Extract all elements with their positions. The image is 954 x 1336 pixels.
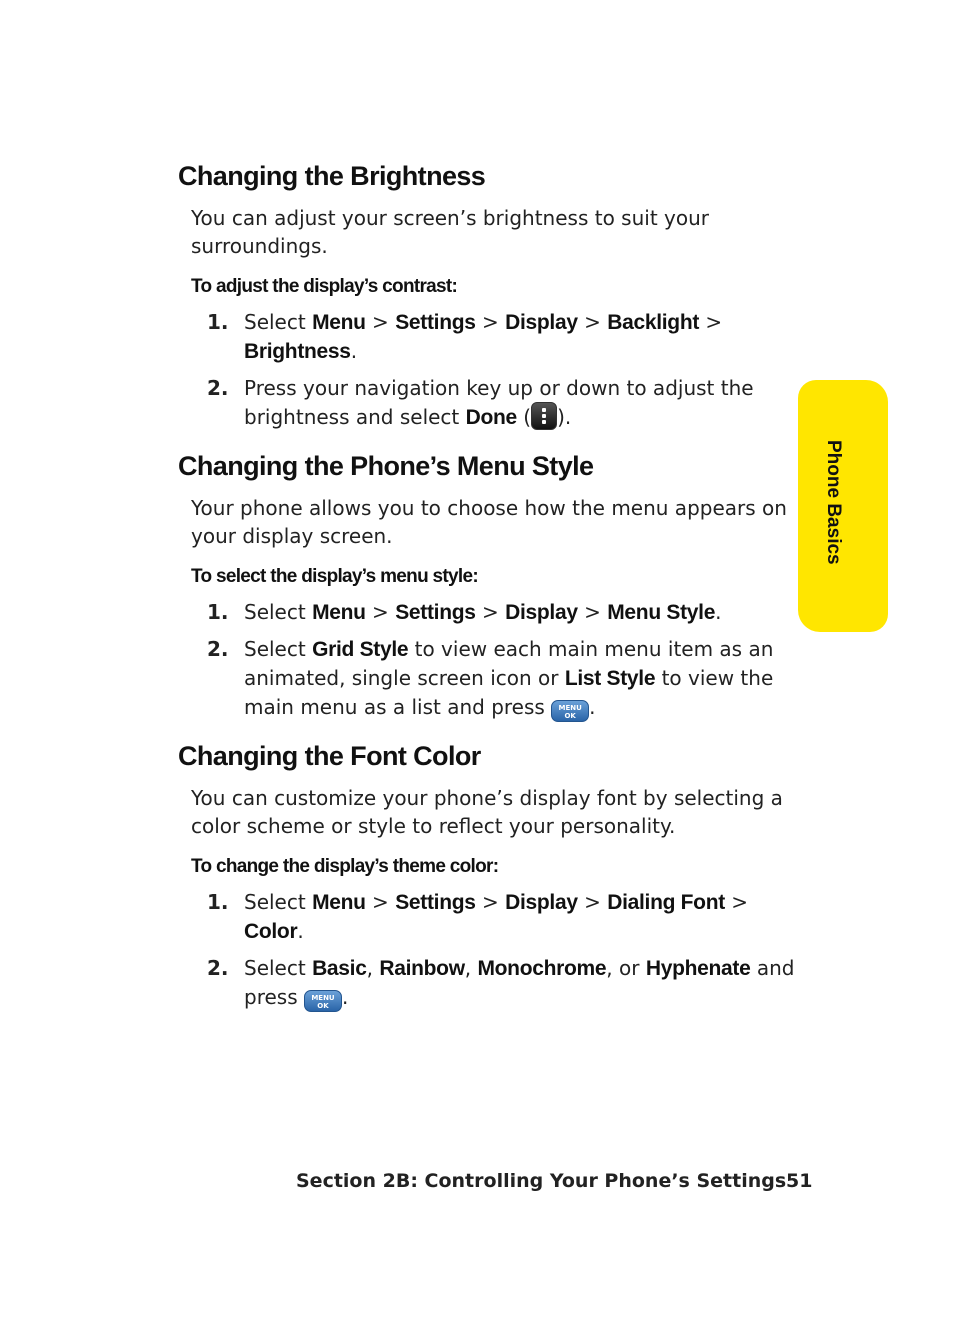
step-end: .: [341, 985, 349, 1009]
footer-section-title: Section 2B: Controlling Your Phone’s Settings: [296, 1170, 787, 1192]
step-end: .: [297, 919, 304, 943]
settings-label: Settings: [395, 601, 476, 624]
separator: >: [724, 890, 749, 914]
section-title: Changing the Brightness: [178, 161, 486, 191]
steps-list: [178, 888, 798, 1012]
separator: >: [365, 600, 396, 624]
menu-label: Menu: [312, 891, 366, 914]
color-label: Color: [244, 920, 298, 943]
step-1: [178, 308, 798, 366]
section-intro: You can adjust your screen’s brightness to suit your surroundings.: [191, 206, 709, 258]
step-text: and press: [244, 956, 795, 1009]
menu-style-label: Menu Style: [607, 601, 716, 624]
separator: >: [365, 890, 396, 914]
step-1: [178, 888, 798, 946]
step-text: to view the main menu as a list and press: [244, 666, 774, 719]
step-1: [178, 598, 798, 627]
procedure-heading: To select the display’s menu style:: [191, 566, 478, 587]
section-intro: Your phone allows you to choose how the menu appears on your display screen.: [191, 496, 787, 548]
step-text: Press your navigation key up or down to adjust the brightness and select: [244, 376, 754, 429]
step-2: [178, 954, 798, 1012]
display-label: Display: [505, 891, 578, 914]
step-text: Select: [244, 637, 313, 661]
basic-label: Basic: [312, 957, 367, 980]
step-number: 2.: [207, 376, 229, 400]
section-intro: You can customize your phone’s display font by selecting a color scheme or style to reflect your personality.: [191, 786, 783, 838]
step-end: .: [715, 600, 722, 624]
separator: >: [475, 600, 506, 624]
dialing-font-label: Dialing Font: [607, 891, 725, 914]
steps-list: [178, 308, 798, 432]
step-number: 2.: [207, 637, 229, 661]
menu-ok-key-icon: [551, 700, 589, 722]
separator: >: [699, 310, 723, 334]
step-text: Select: [244, 890, 313, 914]
settings-label: Settings: [395, 311, 476, 334]
procedure-heading: To adjust the display’s contrast:: [191, 276, 458, 297]
step-2: [178, 374, 798, 432]
page-footer: [296, 1170, 816, 1192]
separator: , or: [606, 956, 646, 980]
separator: >: [475, 310, 506, 334]
section-brightness: [178, 158, 798, 432]
menu-key-line2: OK: [564, 712, 576, 720]
monochrome-label: Monochrome: [477, 957, 607, 980]
menu-key-line1: MENU: [311, 994, 335, 1002]
backlight-label: Backlight: [607, 311, 700, 334]
menu-label: Menu: [312, 601, 366, 624]
separator: >: [577, 310, 608, 334]
step-number: 1.: [207, 890, 229, 914]
menu-key-line2: OK: [317, 1002, 329, 1010]
brightness-label: Brightness: [244, 340, 351, 363]
page-number: 51: [786, 1170, 813, 1192]
step-end: .: [350, 339, 358, 363]
step-text: Select: [244, 310, 313, 334]
separator: ,: [366, 956, 380, 980]
grid-style-label: Grid Style: [312, 638, 409, 661]
section-menu-style: [178, 448, 798, 722]
section-title: Changing the Font Color: [178, 741, 481, 771]
separator: >: [577, 600, 608, 624]
menu-ok-key-icon: [304, 990, 342, 1012]
rainbow-label: Rainbow: [379, 957, 465, 980]
step-text: Select: [244, 600, 313, 624]
step-end: .: [589, 695, 596, 719]
display-label: Display: [505, 311, 578, 334]
step-number: 1.: [207, 310, 229, 334]
menu-key-line1: MENU: [558, 704, 582, 712]
paren-close: ).: [557, 405, 572, 429]
procedure-heading: To change the display’s theme color:: [191, 856, 499, 877]
separator: ,: [464, 956, 478, 980]
done-key-icon: [531, 402, 557, 430]
step-text: to view each main menu item as an animated, single screen icon or: [244, 637, 774, 690]
step-number: 1.: [207, 600, 229, 624]
side-tab-label: Phone Basics: [823, 440, 844, 565]
step-number: 2.: [207, 956, 229, 980]
settings-label: Settings: [395, 891, 476, 914]
step-text: Select: [244, 956, 313, 980]
separator: >: [577, 890, 608, 914]
step-2: [178, 635, 798, 722]
paren-open: (: [516, 405, 532, 429]
hyphenate-label: Hyphenate: [645, 957, 751, 980]
list-style-label: List Style: [564, 667, 656, 690]
menu-label: Menu: [312, 311, 366, 334]
separator: >: [475, 890, 506, 914]
page-content: [178, 158, 798, 1028]
done-label: Done: [465, 406, 517, 429]
separator: >: [365, 310, 396, 334]
section-font-color: [178, 738, 798, 1012]
section-title: Changing the Phone’s Menu Style: [178, 451, 594, 481]
display-label: Display: [505, 601, 578, 624]
steps-list: [178, 598, 798, 722]
